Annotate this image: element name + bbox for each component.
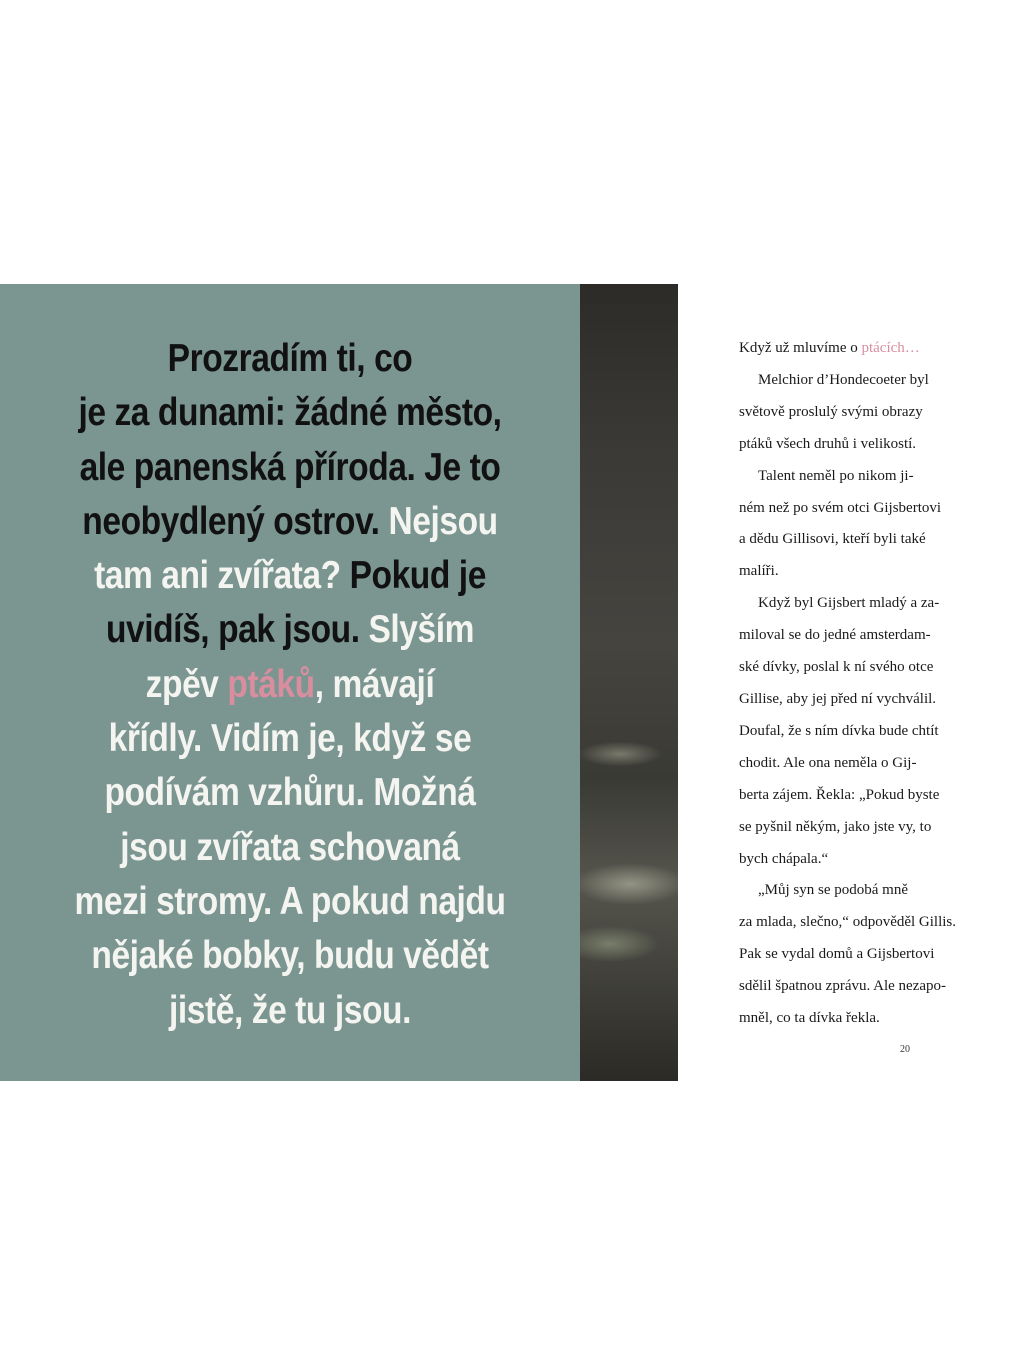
text-line-content: světově proslulý svými obrazy (739, 403, 923, 420)
quote-segment: Nejsou (388, 499, 498, 543)
quote-segment: zpěv (145, 662, 228, 706)
text-line (739, 939, 989, 971)
text-line (739, 461, 989, 493)
quote-segment: tam ani zvířata? (94, 554, 350, 598)
quote-highlight-word: ptáků (227, 662, 315, 706)
text-line-content: a dědu Gillisovi, kteří byli také (739, 531, 926, 548)
text-line-content: „Můj syn se podobá mně (758, 882, 908, 899)
quote-segment: Slyším (368, 608, 475, 652)
text-line (739, 907, 989, 939)
text-line (739, 333, 989, 365)
text-line-content: se pyšnil někým, jako jste vy, to (739, 818, 932, 835)
quote-segment: křídly. Vidím je, když se (108, 717, 472, 761)
quote-segment: mezi stromy. A pokud najdu (74, 879, 506, 923)
right-text-page (678, 284, 1024, 1081)
text-line-content: mněl, co ta dívka řekla. (739, 1010, 880, 1027)
text-line (739, 524, 989, 556)
text-line-content: Když byl Gijsbert mladý a za- (758, 595, 940, 612)
text-line (739, 844, 989, 876)
quote-segment: neobydlený ostrov. (82, 499, 389, 543)
quote-segment: jistě, že tu jsou. (168, 988, 411, 1032)
text-line-content: miloval se do jedné amsterdam- (739, 627, 931, 644)
text-line-content: ptáků všech druhů i velikostí. (739, 435, 917, 452)
quote-segment: , mávají (314, 662, 435, 706)
book-spread (0, 284, 1024, 1081)
text-line (739, 748, 989, 780)
text-line-content: Melchior d’Hondecoeter byl (758, 371, 929, 388)
text-line (739, 716, 989, 748)
text-line (739, 365, 989, 397)
pull-quote (58, 332, 522, 1038)
quote-segment: podívám vzhůru. Možná (104, 771, 476, 815)
text-line-content: berta zájem. Řekla: „Pokud byste (739, 786, 940, 803)
text-line (739, 812, 989, 844)
quote-segment: Prozradím ti, co (167, 337, 413, 380)
quote-segment: je za dunami: žádné město, (78, 391, 502, 435)
text-line (739, 588, 989, 620)
quote-segment: nějaké bobky, budu vědět (91, 934, 489, 978)
text-line (739, 684, 989, 716)
text-line (739, 397, 989, 429)
text-line-content: Talent neměl po nikom ji- (758, 467, 914, 484)
text-line-content: za mlada, slečno,“ odpověděl Gillis. (739, 914, 957, 931)
quote-segment: Pokud je (349, 554, 486, 598)
text-line-content: Doufal, že s ním dívka bude chtít (739, 722, 939, 739)
text-line (739, 971, 989, 1003)
text-line (739, 780, 989, 812)
text-line-content: Když už mluvíme o (739, 340, 862, 356)
text-line-content: chodit. Ale ona neměla o Gij- (739, 754, 917, 771)
page-number: 20 (900, 1044, 910, 1055)
quote-segment: jsou zvířata schovaná (120, 825, 460, 869)
text-line-content: malíři. (739, 563, 779, 580)
highlighted-word: ptácích… (861, 340, 920, 356)
text-line (739, 1003, 989, 1035)
text-line (739, 556, 989, 588)
text-line (739, 620, 989, 652)
text-line (739, 493, 989, 525)
text-line-content: sdělil špatnou zprávu. Ale nezapo- (739, 978, 947, 995)
text-line-content: Pak se vydal domů a Gijsbertovi (739, 946, 935, 963)
text-line (739, 429, 989, 461)
text-line (739, 652, 989, 684)
text-line-content: ném než po svém otci Gijsbertovi (739, 499, 942, 516)
left-quote-panel (0, 284, 580, 1081)
text-line-content: Gillise, aby jej před ní vychválil. (739, 690, 937, 707)
quote-segment: ale panenská příroda. Je to (79, 445, 501, 489)
quote-segment: uvidíš, pak jsou. (105, 608, 369, 652)
text-line (739, 875, 989, 907)
body-text (739, 333, 989, 1035)
text-line-content: ské dívky, poslal k ní svého otce (739, 659, 934, 676)
painting-fragment (580, 284, 678, 1081)
text-line-content: bych chápala.“ (739, 850, 829, 867)
